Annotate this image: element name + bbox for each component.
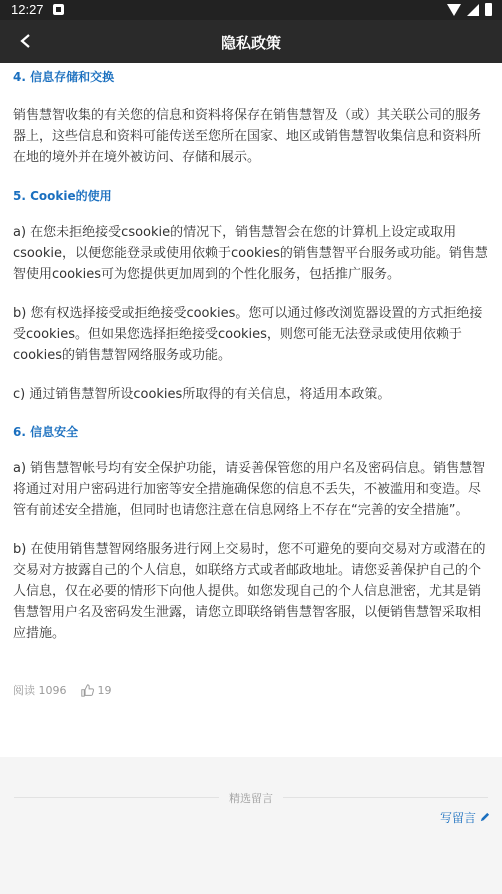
paragraph: b) 在使用销售慧智网络服务进行网上交易时，您不可避免的要向交易对方或潜在的交易对方披露自己的个人信息，如联络方式或者邮政地址。请您妥善保护自己的个人信息，仅在必要的情形下向他人提供。如您发现自己的个人信息泄密，尤其是销售慧智用户名及密码发生泄露，请您立即联络销售慧智客服，以便销售慧智采取相应措施。 <box>13 542 486 641</box>
like-button[interactable] <box>81 684 112 697</box>
notification-icon <box>53 4 64 15</box>
article-stats <box>13 682 112 698</box>
policy-content <box>13 63 489 644</box>
comments-section <box>0 757 502 894</box>
page-title: 隐私政策 <box>220 34 281 52</box>
section-heading: 6. 信息安全 <box>13 425 79 439</box>
status-time: 12:27 <box>11 2 44 17</box>
section-heading: 5. Cookie的使用 <box>13 189 112 203</box>
comments-title <box>0 790 502 806</box>
paragraph: b) 您有权选择接受或拒绝接受cookies。您可以通过修改浏览器设置的方式拒绝接受cookies。但如果您选择拒绝接受cookies，则您可能无法登录或使用依赖于cookies的销售慧智网络服务或功能。 <box>13 306 483 363</box>
thumbs-up-icon <box>81 684 94 697</box>
nav-bar <box>0 20 502 63</box>
pencil-icon <box>479 812 490 823</box>
signal-icon <box>467 4 479 16</box>
like-count: 19 <box>97 683 112 697</box>
paragraph: a) 在您未拒绝接受csookie的情况下，销售慧智会在您的计算机上设定或取用csookie，以便您能登录或使用依赖于cookies的销售慧智平台服务或功能。销售慧智使用cookies可为您提供更加周到的个性化服务，包括推广服务。 <box>13 225 488 282</box>
paragraph: 销售慧智收集的有关您的信息和资料将保存在销售慧智及（或）其关联公司的服务器上，这些信息和资料可能传送至您所在国家、地区或销售慧智收集信息和资料所在地的境外并在境外被访问、存储和展示。 <box>13 108 482 165</box>
status-bar <box>0 0 502 20</box>
section-heading: 4. 信息存储和交换 <box>13 70 115 84</box>
paragraph: a) 销售慧智帐号均有安全保护功能，请妥善保管您的用户名及密码信息。销售慧智将通过对用户密码进行加密等安全措施确保您的信息不丢失，不被滥用和变造。尽管有前述安全措施，但同时也请您注意在信息网络上不存在“完善的安全措施”。 <box>13 461 486 518</box>
write-comment-label: 写留言 <box>439 811 476 825</box>
paragraph: c) 通过销售慧智所设cookies所取得的有关信息，将适用本政策。 <box>13 387 391 402</box>
battery-icon <box>485 3 492 16</box>
wifi-icon <box>447 4 461 16</box>
status-icons <box>447 3 492 16</box>
read-count: 阅读 1096 <box>13 684 67 697</box>
write-comment-button[interactable] <box>440 809 490 826</box>
comments-title-text: 精选留言 <box>219 792 283 805</box>
